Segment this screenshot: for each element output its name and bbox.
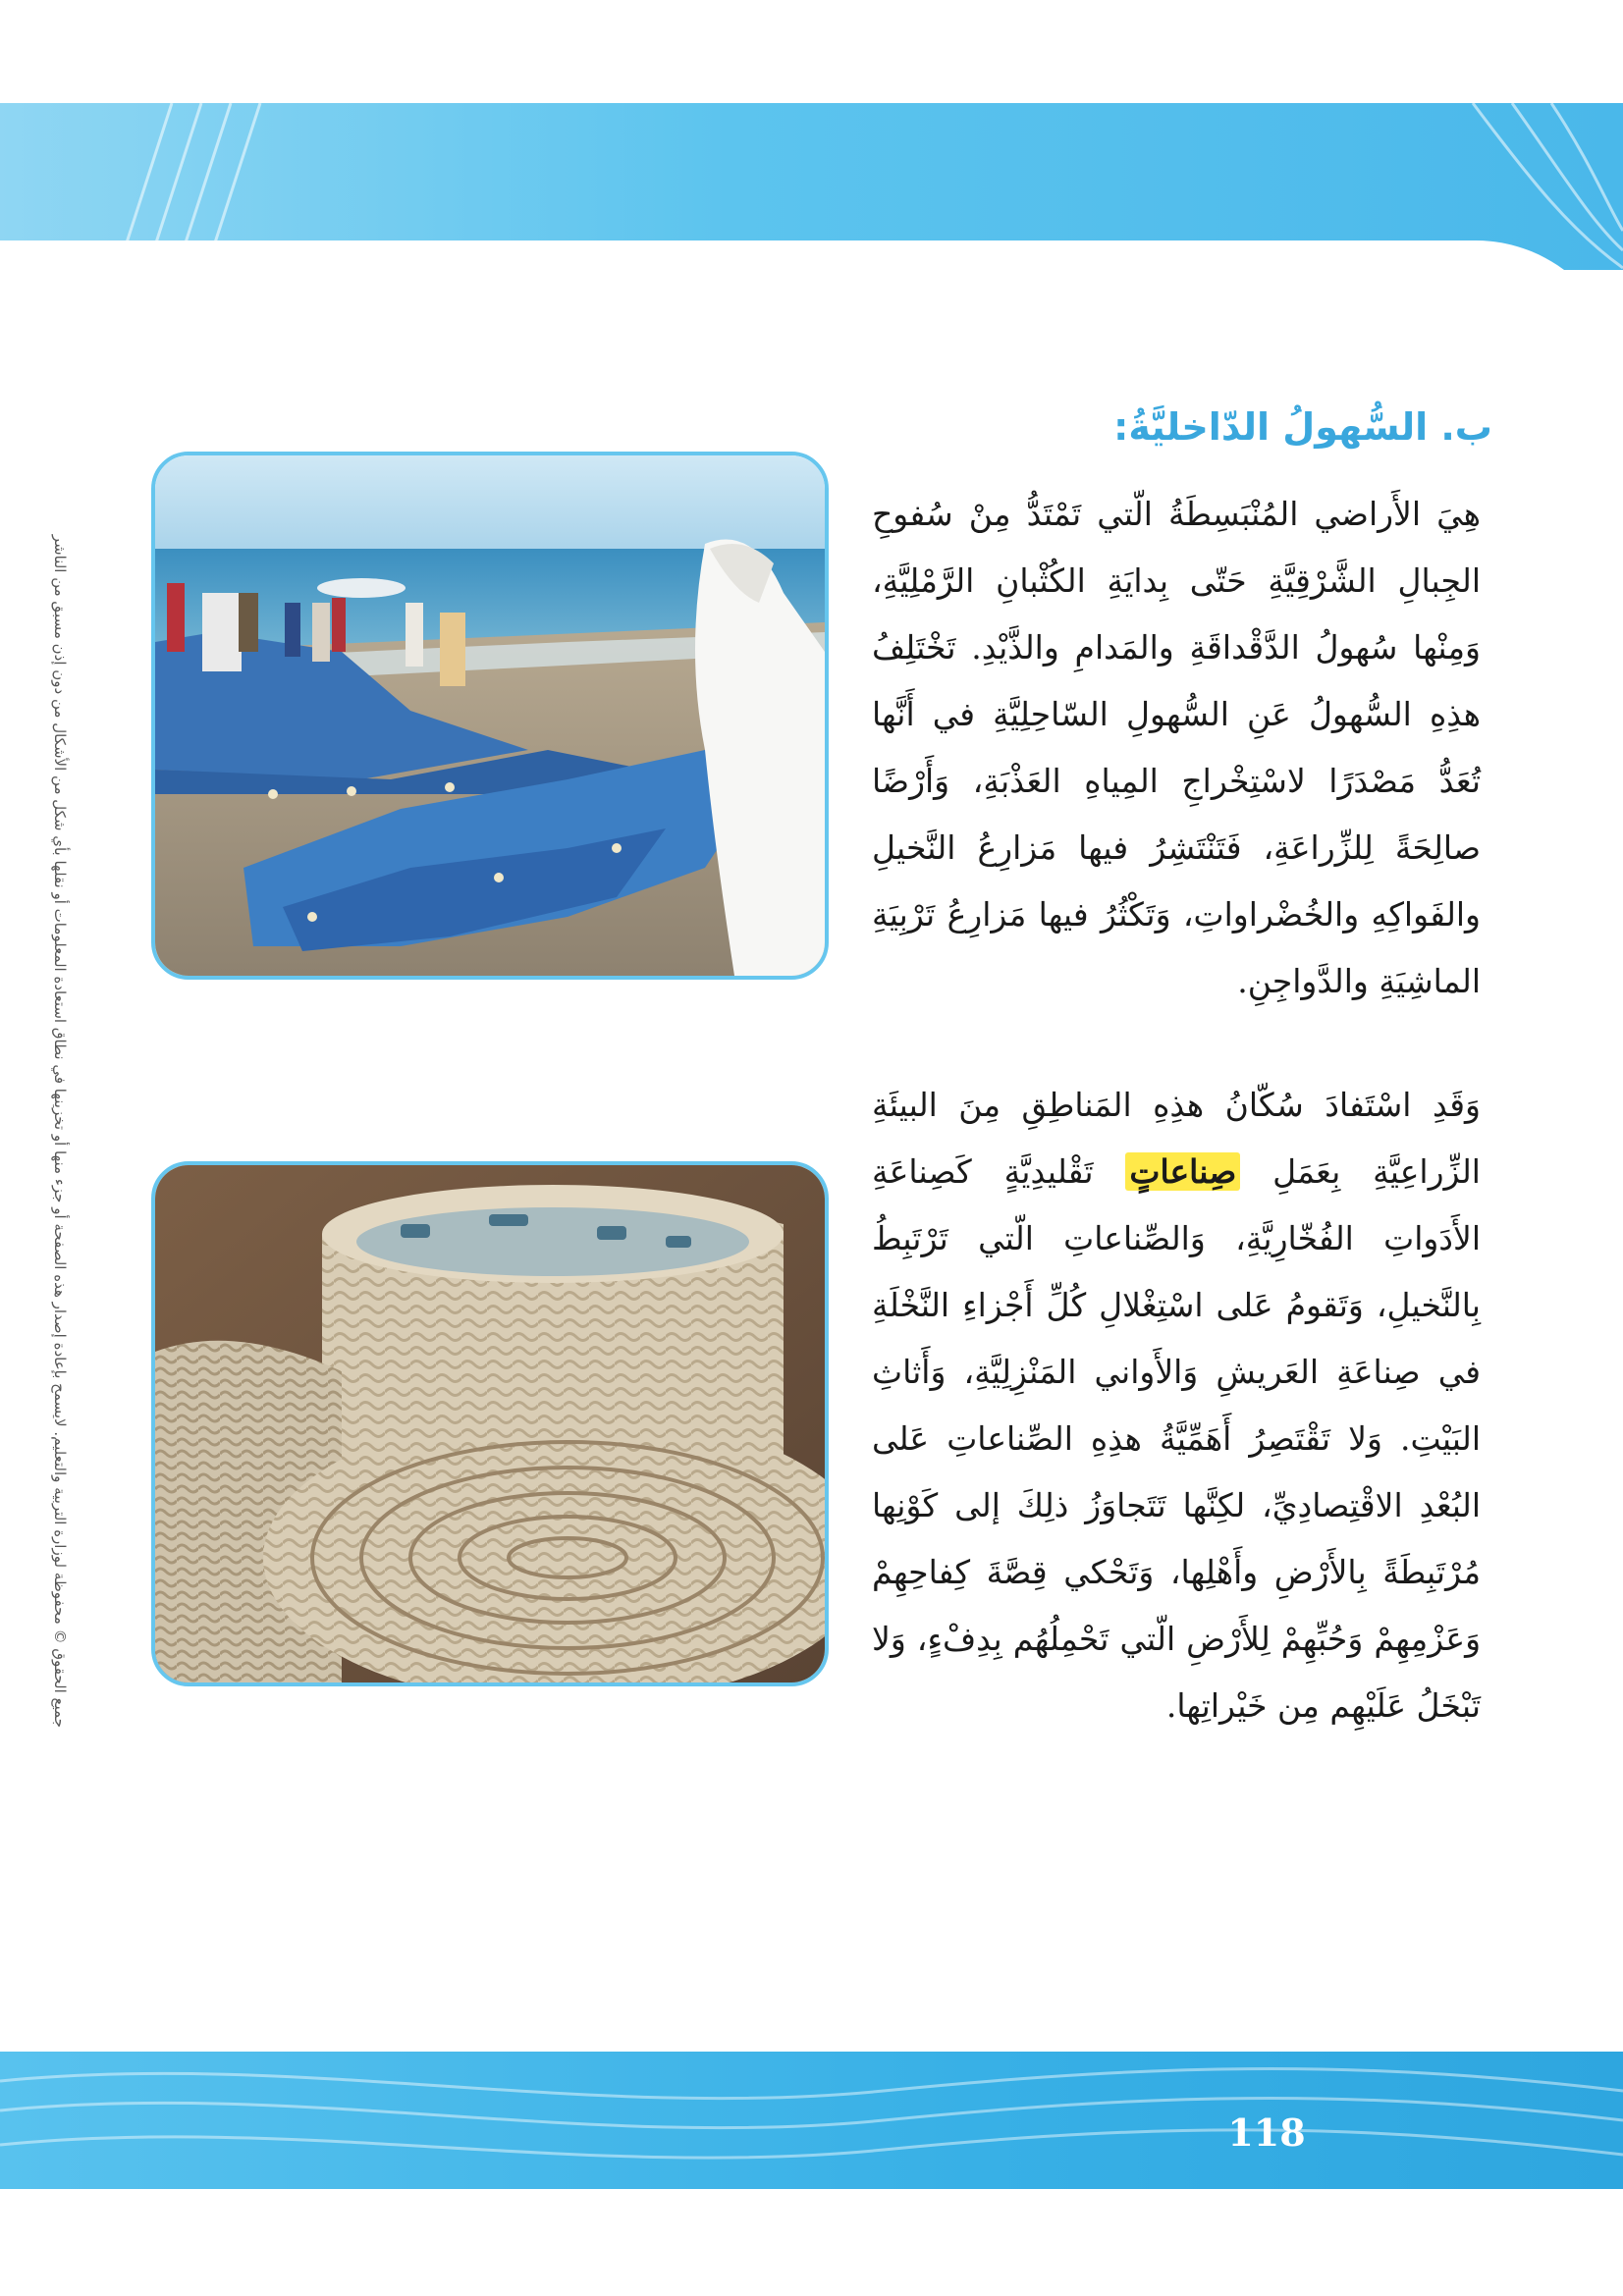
fishing-nets-beach-photo bbox=[151, 452, 829, 980]
paragraph-text-start: وَقَدِ اسْتَفادَ سُكّانُ هذِهِ المَناطِقِ مِنَ البيئَةِ الزِّراعِيَّةِ بِعَمَلِ bbox=[872, 1086, 1481, 1191]
section-heading: ب. السُّهولُ الدّاخليَّةُ: bbox=[1113, 405, 1492, 449]
paragraph-text-end: تَقْليدِيَّةٍ كَصِناعَةِ الأَدَواتِ الفُخّارِيَّةِ، وَالصِّناعاتِ الّتي تَرْتَبِطُ بِالنَّخيلِ، وَتَقومُ عَلى اسْتِغْلالِ كُلِّ أَجْزاءِ النَّخْلَةِ في صِناعَةِ العَريشِ وَالأَواني المَنْزِلِيَّةِ، وَأَثاثِ البَيْتِ. وَلا تَقْتَصِرُ أَهَمِّيَّةُ هذِهِ الصِّناعاتِ عَلى البُعْدِ الاقْتِصادِيِّ، لكِنَّها تَتَجاوَزُ ذلِكَ إلى كَوْنِها مُرْتَبِطَةً بِالأَرْضِ وأَهْلِها، وَتَحْكي قِصَّةَ كِفاحِهِمْ وَعَزْمِهِمْ وَحُبِّهِمْ لِلأَرْضِ الّتي تَحْمِلُهُم بِدِفْءٍ، وَلا تَبْخَلُ عَلَيْهِم مِن خَيْراتِها. bbox=[872, 1152, 1481, 1725]
palm-frond-baskets-photo bbox=[151, 1161, 829, 1686]
page-number: 118 bbox=[1227, 2110, 1306, 2155]
copyright-notice: جميع الحقوق © محفوظة لوزارة التربية والتعليم. لايسمح بإعادة إصدار هذه الصفحة أو جزء منها أو تخزينها في نطاق استعادة المعلومات أو نقلها بأي شكل من الأشكال من دون إذن مسبق من الناشر bbox=[51, 534, 69, 1728]
highlighted-term: صِناعاتٍ bbox=[1125, 1152, 1240, 1191]
bottom-decorative-band bbox=[0, 2052, 1623, 2189]
paragraph-plains-description: هِيَ الأَراضي المُنْبَسِطَةُ الّتي تَمْتَدُّ مِنْ سُفوحِ الجِبالِ الشَّرْقِيَّةِ حَتّى بِدايَةِ الكُثْبانِ الرَّمْلِيَّةِ، وَمِنْها سُهولُ الدَّقْداقَةِ والمَدامِ والذَّيْدِ. تَخْتَلِفُ هذِهِ السُّهولُ عَنِ السُّهولِ السّاحِلِيَّةِ في أَنَّها تُعَدُّ مَصْدَرًا لاسْتِخْراجِ المِياهِ العَذْبَةِ، وَأَرْضًا صالِحَةً لِلزِّراعَةِ، فَتَنْتَشِرُ فيها مَزارِعُ النَّخيلِ والفَواكِهِ والخُضْراواتِ، وَتَكْثُرُ فيها مَزارِعُ تَرْبِيَةِ الماشِيَةِ والدَّواجِنِ. bbox=[872, 495, 1481, 1000]
paragraph-traditional-industries bbox=[872, 1072, 1481, 1739]
